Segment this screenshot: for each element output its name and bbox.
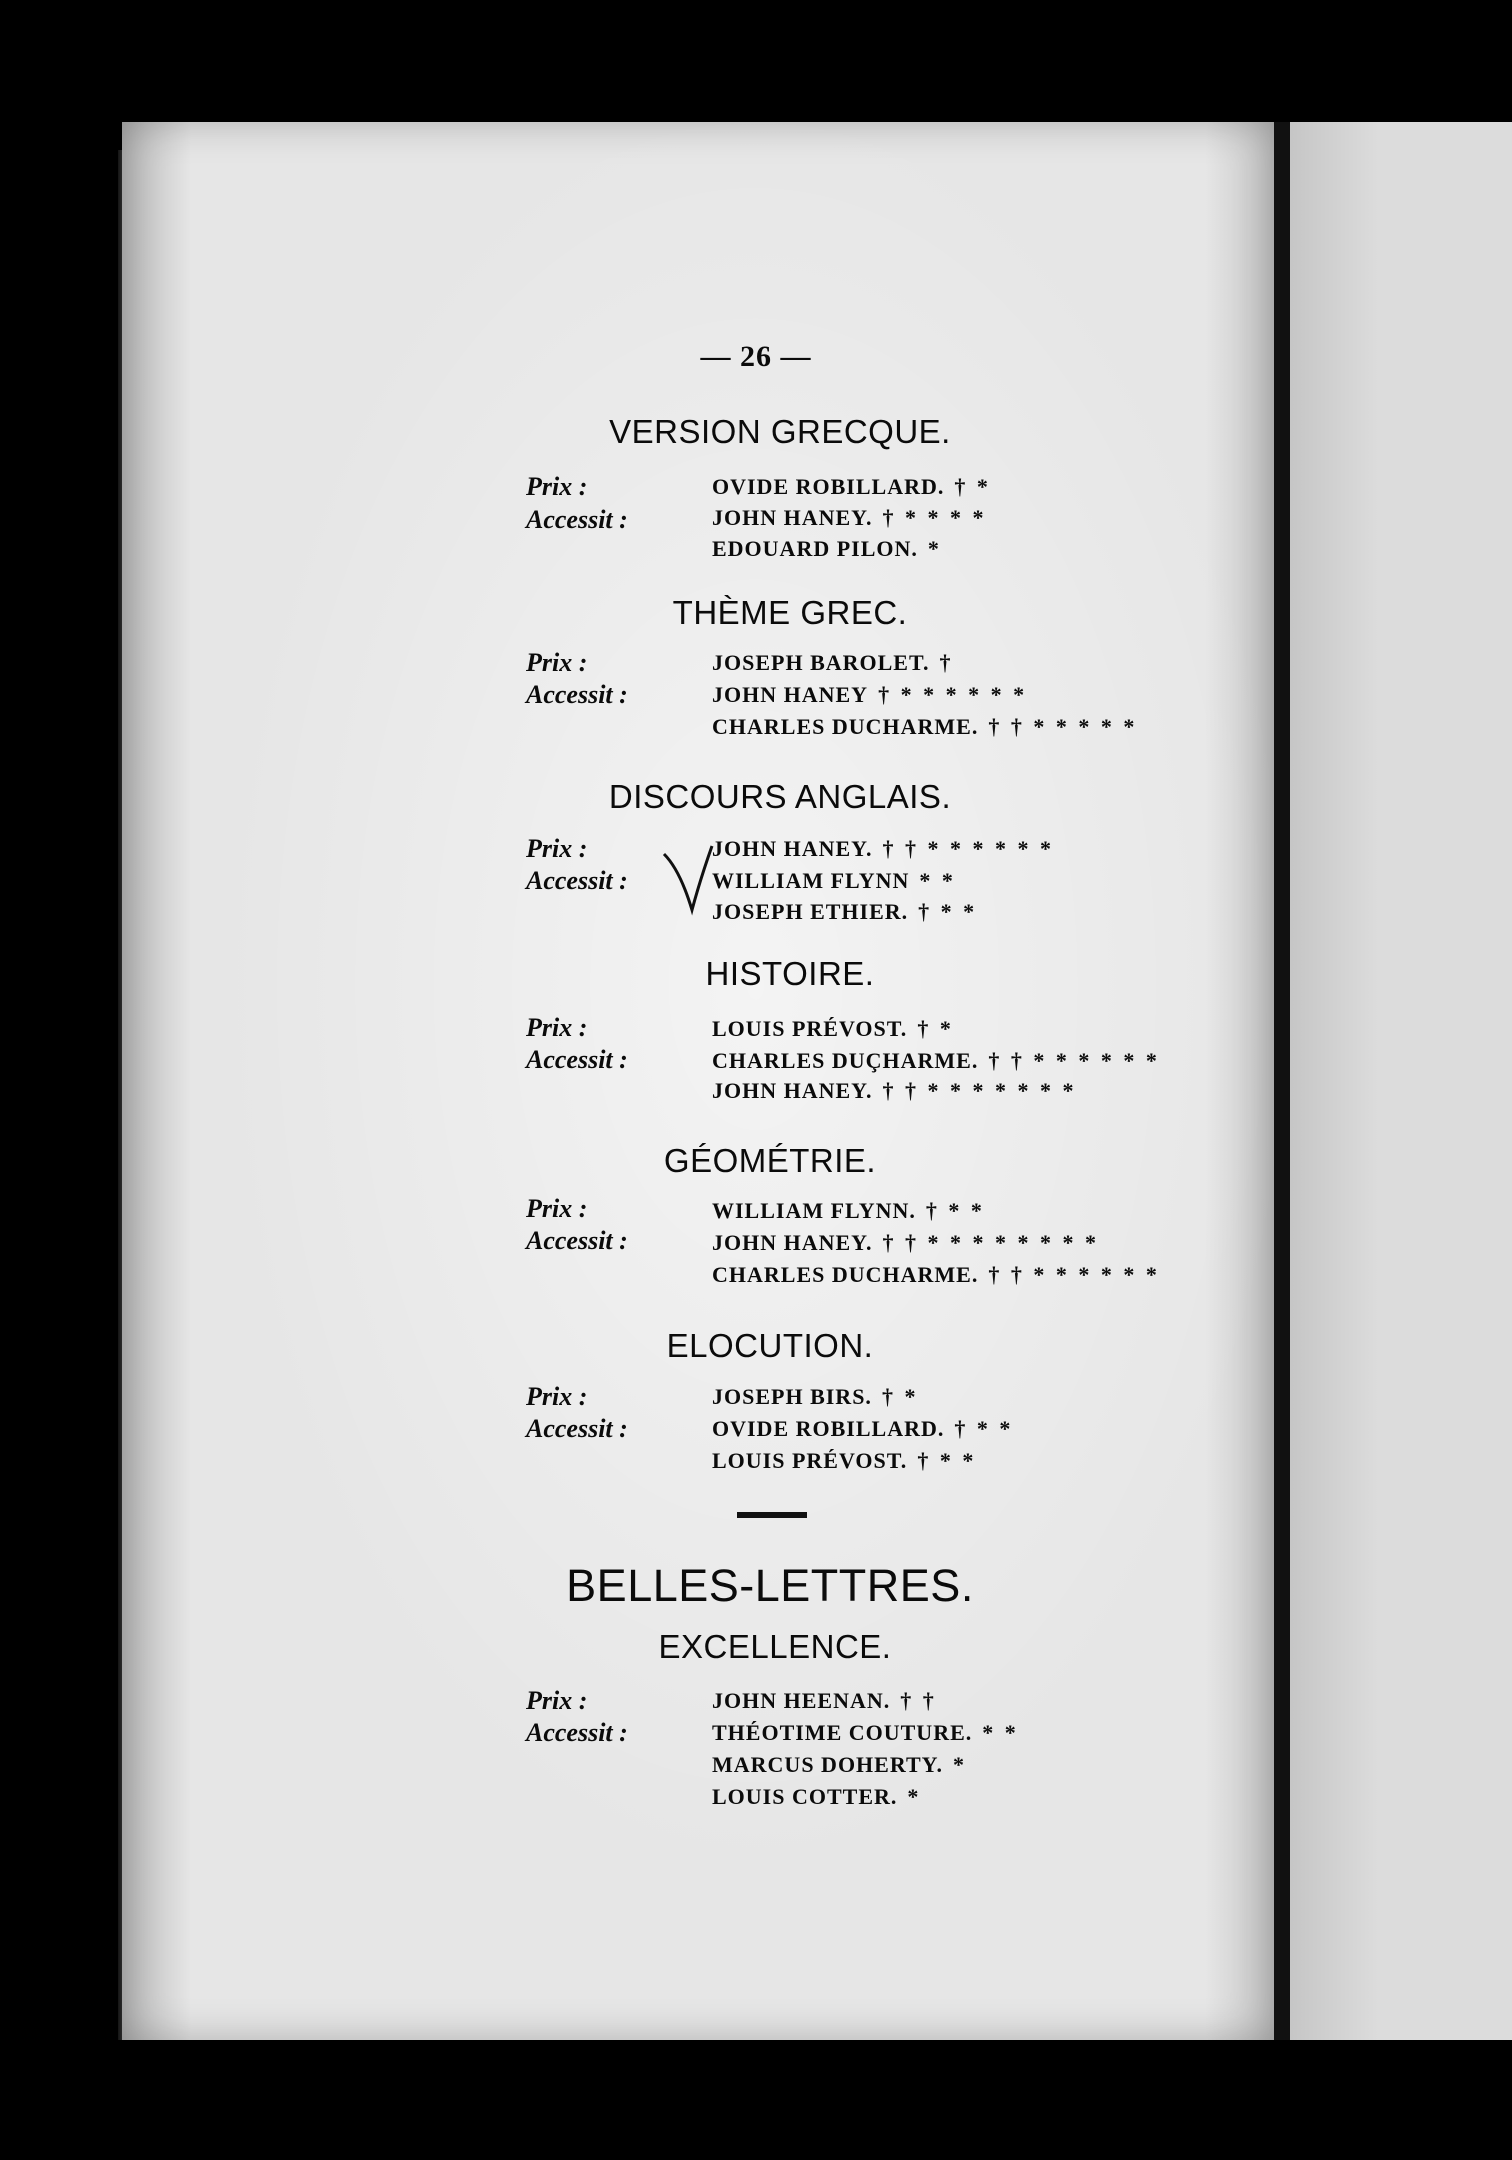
page-number: — 26 —: [700, 340, 812, 373]
section-heading: HISTOIRE.: [705, 955, 875, 992]
accessit-label: Accessit :: [526, 1414, 628, 1443]
prize-entry: JOHN HEENAN. † †: [712, 1688, 937, 1713]
accessit-label: Accessit :: [526, 680, 628, 709]
accessit-entry: CHARLES DUCHARME. † † * * * * *: [712, 714, 1138, 739]
section-heading: DISCOURS ANGLAIS.: [608, 778, 952, 815]
accessit-entry: LOUIS COTTER. *: [712, 1784, 922, 1809]
prix-label: Prix :: [526, 834, 588, 863]
accessit-entry: WILLIAM FLYNN * *: [712, 868, 956, 893]
prize-entry: OVIDE ROBILLARD. † *: [712, 474, 991, 499]
accessit-label: Accessit :: [526, 1045, 628, 1074]
page-gutter: [1274, 122, 1290, 2040]
accessit-entry: CHARLES DUÇHARME. † † * * * * * *: [712, 1048, 1160, 1073]
facing-page-edge: [1290, 122, 1512, 2040]
prize-entry: JOSEPH BAROLET. †: [712, 650, 954, 675]
accessit-entry: EDOUARD PILON. *: [712, 536, 942, 561]
section-heading: GÉOMÉTRIE.: [663, 1142, 877, 1179]
accessit-entry: JOSEPH ETHIER. † * *: [712, 899, 978, 924]
prix-label: Prix :: [526, 1013, 588, 1042]
accessit-entry: JOHN HANEY. † * * * *: [712, 505, 987, 530]
accessit-entry: OVIDE ROBILLARD. † * *: [712, 1416, 1014, 1441]
handwritten-checkmark: [660, 840, 720, 920]
prize-entry: JOHN HANEY. † † * * * * * *: [712, 836, 1055, 861]
accessit-entry: THÉOTIME COUTURE. * *: [712, 1720, 1019, 1745]
accessit-entry: JOHN HANEY † * * * * * *: [712, 682, 1028, 707]
prix-label: Prix :: [526, 1382, 588, 1411]
accessit-label: Accessit :: [526, 505, 628, 534]
prix-label: Prix :: [526, 1686, 588, 1715]
section-heading: EXCELLENCE.: [658, 1628, 892, 1665]
section-heading: THÈME GREC.: [672, 594, 908, 631]
division-heading: BELLES-LETTRES.: [566, 1560, 974, 1611]
section-heading: ELOCUTION.: [666, 1327, 874, 1364]
accessit-entry: JOHN HANEY. † † * * * * * * * *: [712, 1230, 1100, 1255]
prize-entry: LOUIS PRÉVOST. † *: [712, 1016, 954, 1041]
prix-label: Prix :: [526, 472, 588, 501]
accessit-entry: MARCUS DOHERTY. *: [712, 1752, 967, 1777]
section-divider: [737, 1512, 807, 1518]
accessit-label: Accessit :: [526, 1718, 628, 1747]
accessit-label: Accessit :: [526, 866, 628, 895]
prix-label: Prix :: [526, 1194, 588, 1223]
accessit-entry: LOUIS PRÉVOST. † * *: [712, 1448, 977, 1473]
accessit-entry: CHARLES DUCHARME. † † * * * * * *: [712, 1262, 1160, 1287]
prix-label: Prix :: [526, 648, 588, 677]
prize-entry: JOSEPH BIRS. † *: [712, 1384, 919, 1409]
scanned-page: [122, 122, 1274, 2040]
prize-entry: WILLIAM FLYNN. † * *: [712, 1198, 985, 1223]
section-heading: VERSION GRECQUE.: [609, 413, 951, 450]
accessit-entry: JOHN HANEY. † † * * * * * * *: [712, 1078, 1077, 1103]
accessit-label: Accessit :: [526, 1226, 628, 1255]
